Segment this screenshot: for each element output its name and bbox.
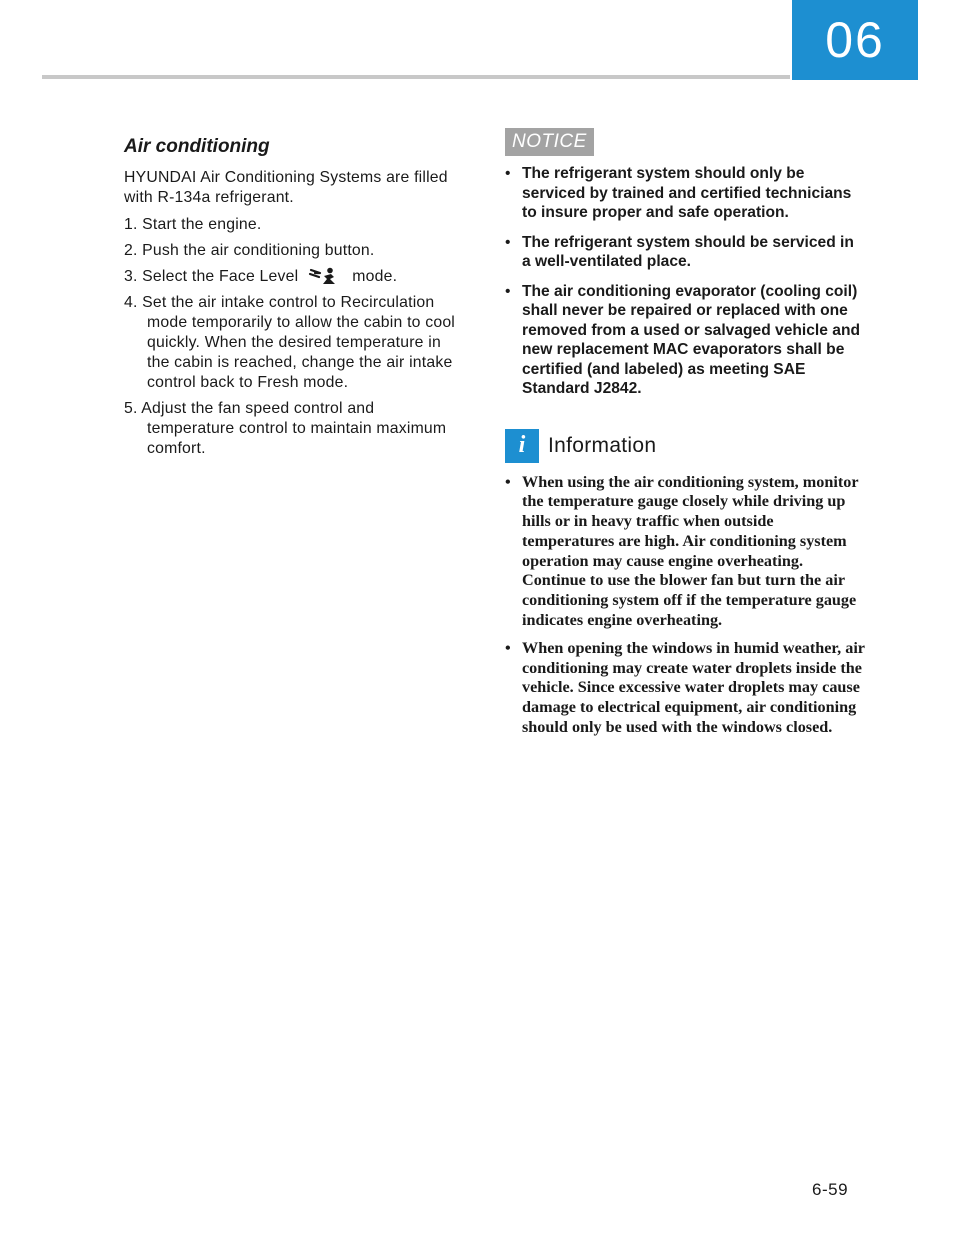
air-conditioning-section — [122, 132, 462, 465]
step-text-before: 3. Select the Face Level — [124, 268, 299, 285]
step-item — [124, 267, 462, 287]
page-number: 6-59 — [812, 1180, 849, 1199]
information-list — [505, 473, 865, 738]
information-item: • When opening the windows in humid weather, air conditioning may create water droplets inside the vehicle. Since excessive water droplets may cause damage to electrical equipment, air conditioning should only be used with the windows closed. — [505, 639, 865, 738]
intro-paragraph: HYUNDAI Air Conditioning Systems are filled with R-134a refrigerant. — [124, 169, 448, 206]
step-item: 1. Start the engine. — [124, 216, 262, 233]
information-header — [505, 429, 865, 463]
notice-item: • The refrigerant system should be serviced in a well-ventilated place. — [505, 233, 865, 272]
notice-badge: NOTICE — [505, 128, 594, 156]
notice-item: • The refrigerant system should only be serviced by trained and certified technicians to insure proper and safe operation. — [505, 164, 865, 223]
right-column — [505, 128, 865, 746]
step-item: 5. Adjust the fan speed control and temperature control to maintain maximum comfort. — [124, 400, 447, 457]
notice-item: • The air conditioning evaporator (cooling coil) shall never be repaired or replaced with one removed from a used or salvaged vehicle and new replacement MAC evaporators shall be certified (and labeled) as meeting SAE Standard J2842. — [505, 282, 865, 399]
face-level-icon — [308, 267, 342, 285]
header-rule — [42, 75, 790, 79]
chapter-number: 06 — [825, 12, 885, 68]
step-item: 2. Push the air conditioning button. — [124, 242, 375, 259]
information-item: • When using the air conditioning system, monitor the temperature gauge closely while driving up hills or in heavy traffic when outside temperatures are high. Air conditioning system operation may cause engine overheating. Continue to use the blower fan but turn the air conditioning system off if the temperature gauge indicates engine overheating. — [505, 473, 865, 631]
step-item: 4. Set the air intake control to Recirculation mode temporarily to allow the cabin to cool quickly. When the desired temperature in the cabin is reached, change the air intake control back to Fresh mode. — [124, 294, 456, 391]
notice-list — [505, 164, 865, 399]
information-icon: i — [505, 429, 539, 463]
section-title: Air conditioning — [124, 136, 270, 157]
steps-list — [122, 215, 462, 459]
information-title: Information — [548, 433, 657, 457]
step-text-after: mode. — [352, 268, 398, 285]
chapter-tab — [792, 0, 918, 80]
